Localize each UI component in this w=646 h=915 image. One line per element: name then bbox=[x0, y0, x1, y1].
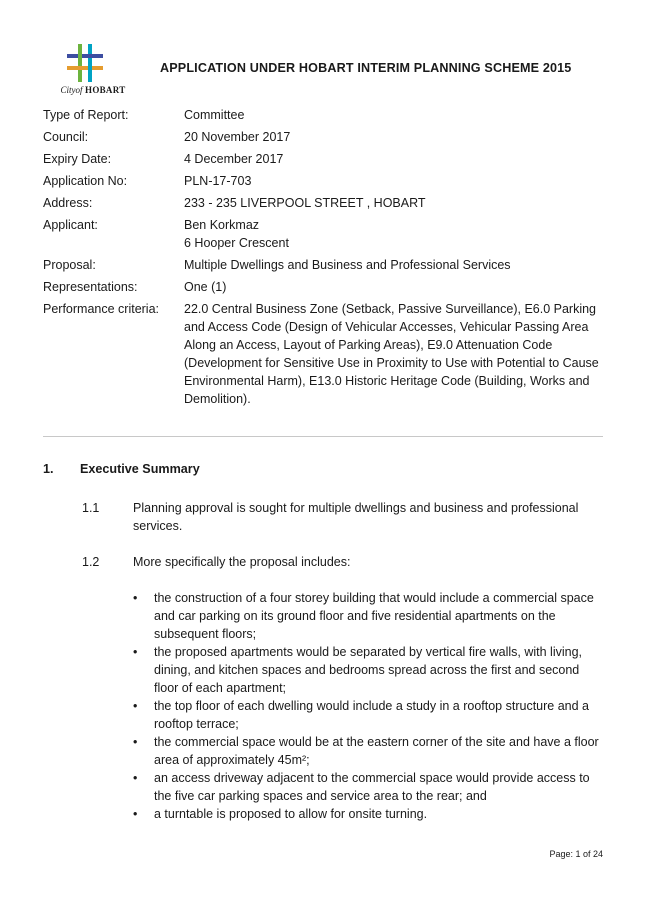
hobart-cross-logo-icon bbox=[67, 44, 103, 82]
section-heading bbox=[43, 462, 200, 476]
meta-row-proposal bbox=[43, 256, 613, 274]
list-item: • an access driveway adjacent to the commercial space would provide access to the five car parking spaces and service area to the rear; and bbox=[133, 771, 590, 803]
page-number: Page: 1 of 24 bbox=[549, 849, 603, 859]
meta-label: Expiry Date: bbox=[43, 152, 112, 166]
meta-row-performance-criteria bbox=[43, 300, 613, 408]
meta-value: PLN-17-703 bbox=[184, 174, 252, 188]
bullet-icon: • bbox=[133, 735, 138, 749]
meta-label: Applicant: bbox=[43, 218, 98, 232]
list-item: • a turntable is proposed to allow for onsite turning. bbox=[133, 807, 428, 821]
list-item: • the proposed apartments would be separated by vertical fire walls, with living, dining, and kitchen spaces and bedrooms spread across the first and second floor of each apartment; bbox=[133, 645, 582, 695]
applicant-address: 6 Hooper Crescent bbox=[184, 236, 289, 250]
section-divider bbox=[43, 436, 603, 437]
bullet-icon: • bbox=[133, 699, 138, 713]
meta-value: 233 - 235 LIVERPOOL STREET , HOBART bbox=[184, 196, 426, 210]
report-metadata bbox=[43, 106, 613, 412]
meta-label: Performance criteria: bbox=[43, 302, 160, 316]
logo-wordmark: Cityof HOBART bbox=[60, 85, 126, 95]
meta-label: Representations: bbox=[43, 280, 138, 294]
paragraph-text: Planning approval is sought for multiple dwellings and business and professional services. bbox=[133, 501, 579, 533]
meta-value: Multiple Dwellings and Business and Professional Services bbox=[184, 258, 511, 272]
meta-value: One (1) bbox=[184, 280, 227, 294]
paragraph-1-2 bbox=[82, 553, 603, 571]
list-item: • the construction of a four storey building that would include a commercial space and car parking on its ground floor and five residential apartments on the subsequent floors; bbox=[133, 591, 594, 641]
bullet-icon: • bbox=[133, 771, 138, 785]
list-item: • the commercial space would be at the eastern corner of the site and have a floor area of approximately 45m²; bbox=[133, 735, 599, 767]
meta-value: Committee bbox=[184, 108, 245, 122]
meta-label: Proposal: bbox=[43, 258, 96, 272]
meta-label: Council: bbox=[43, 130, 89, 144]
proposal-bullet-list bbox=[133, 589, 603, 823]
meta-label: Type of Report: bbox=[43, 108, 129, 122]
section-title: Executive Summary bbox=[80, 462, 200, 476]
paragraph-text: More specifically the proposal includes: bbox=[133, 555, 351, 569]
meta-row-applicant bbox=[43, 216, 613, 252]
meta-row-expiry bbox=[43, 150, 613, 168]
paragraph-1-1 bbox=[82, 499, 603, 535]
meta-row-address bbox=[43, 194, 613, 212]
meta-value: 22.0 Central Business Zone (Setback, Passive Surveillance), E6.0 Parking and Access Code (Design of Vehicular Accesses, Vehicular Passing Area Along an Access, Layout of Parking Areas), E9.0 Attenuation Code (Development for Sensitive Use in Proximity to Use with Potential to Cause Environmental Harm), E13.0 Historic Heritage Code (Building, Works and Demolition). bbox=[184, 302, 599, 406]
meta-label: Application No: bbox=[43, 174, 128, 188]
bullet-icon: • bbox=[133, 591, 138, 605]
meta-row-council bbox=[43, 128, 613, 146]
bullet-icon: • bbox=[133, 807, 138, 821]
paragraph-number: 1.2 bbox=[82, 555, 100, 569]
applicant-name: Ben Korkmaz bbox=[184, 218, 260, 232]
meta-row-type bbox=[43, 106, 613, 124]
meta-value: 4 December 2017 bbox=[184, 152, 284, 166]
list-item: • the top floor of each dwelling would include a study in a rooftop structure and a rooftop terrace; bbox=[133, 699, 589, 731]
meta-row-application-no bbox=[43, 172, 613, 190]
meta-row-representations bbox=[43, 278, 613, 296]
section-number: 1. bbox=[43, 462, 54, 476]
city-of-hobart-logo bbox=[58, 44, 128, 102]
meta-label: Address: bbox=[43, 196, 93, 210]
paragraph-number: 1.1 bbox=[82, 501, 100, 515]
bullet-icon: • bbox=[133, 645, 138, 659]
page-title: APPLICATION UNDER HOBART INTERIM PLANNING SCHEME 2015 bbox=[160, 61, 572, 75]
meta-value: 20 November 2017 bbox=[184, 130, 291, 144]
meta-value bbox=[184, 216, 613, 252]
